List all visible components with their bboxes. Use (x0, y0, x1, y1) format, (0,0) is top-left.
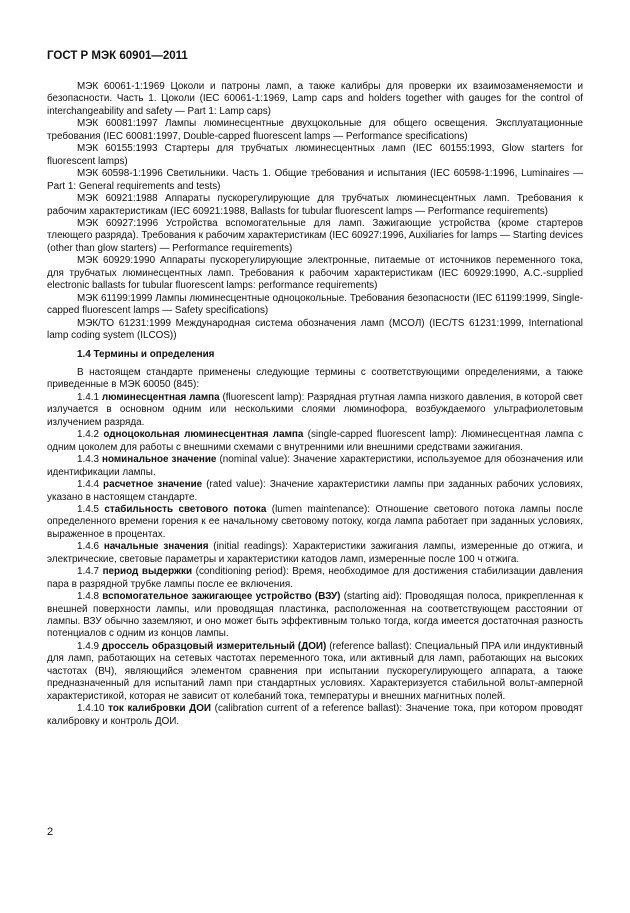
standard-ref: МЭК 60081:1997 Лампы люминесцентные двухцокольные для общего освещения. Эксплуатационные требования (IEC 60081:1997, Double-capped fluorescent lamps — Performance specifications) (47, 118, 583, 142)
standard-ref: МЭК 60061-1:1969 Цоколи и патроны ламп, а также калибры для проверки их взаимозаменяемости и безопасности. Часть 1. Цоколи (IEC 60061-1:1969, Lamp caps and holders together with gauges for the control of interchangeability and safety — Part 1: Lamp caps) (47, 81, 583, 117)
standard-ref: МЭК/ТО 61231:1999 Международная система обозначения ламп (МСОЛ) (IEC/TS 61231:1999, International lamp coding system (ILCOS)) (47, 317, 583, 342)
term-text: (initial readings): Характеристики зажигания лампы, измеренные до отжига, и электрические, световые параметры и характеристики катодов ламп, измеренные после 100 ч отжига. (47, 541, 583, 565)
section-heading: 1.4 Термины и определения (77, 348, 215, 360)
term-name: ток калибровки ДОИ (108, 703, 211, 715)
standard-ref: МЭК 60929:1990 Аппараты пускорегулирующие электронные, питаемые от источников переменного тока, для трубчатых люминесцентных ламп. Требования к рабочим характеристикам (IEC 60929:1990, A.C.-supplied electronic ballasts for tubular fluorescent lamps: performance requirements) (47, 255, 583, 292)
term-definition (47, 566, 583, 591)
standard-ref: МЭК 60927:1996 Устройства вспомогательные для ламп. Зажигающие устройства (кроме стартеров тлеющего разряда). Требования к рабочим характеристикам (IEC 60927:1996, Auxiliaries for lamps — Starting devices (other than glow starters) — Performance requirements) (47, 217, 583, 254)
term-definition (47, 703, 583, 728)
term-text: (starting aid): Проводящая полоса, прикрепленная к внешней поверхности лампы, или проводящая пластинка, расположенная на соответствующем расстоянии от лампы. ВЗУ обычно заземляют, и оно может быть эффективным только тогда, когда имеется достаточная разность потенциалов с одним из концов лампы. (47, 591, 583, 640)
term-text: (nominal value): Значение характеристики, используемое для обозначения или идентификации лампы. (47, 454, 583, 478)
standard-ref: МЭК 61199:1999 Лампы люминесцентные одноцокольные. Требования безопасности (IEC 61199:1999, Single-capped fluorescent lamps — Safety specifications) (47, 292, 583, 317)
term-name: начальные значения (103, 541, 209, 553)
term-name: дроссель образцовый измерительный (ДОИ) (101, 640, 327, 652)
term-definition (47, 504, 583, 541)
term-number: 1.4.3 (77, 454, 99, 466)
term-text: (rated value): Значение характеристики лампы при заданных рабочих условиях, указано в настоящем стандарте. (47, 479, 583, 503)
term-name: расчетное значение (103, 479, 203, 491)
page-number: 2 (47, 826, 54, 838)
term-number: 1.4.10 (77, 703, 105, 715)
term-number: 1.4.7 (77, 566, 99, 578)
term-number: 1.4.5 (77, 503, 99, 515)
term-name: период выдержки (102, 566, 193, 578)
standard-ref: МЭК 60155:1993 Стартеры для трубчатых люминесцентных ламп (IEC 60155:1993, Glow starters for fluorescent lamps) (47, 143, 583, 167)
term-definition (47, 641, 583, 703)
term-name: люминесцентная лампа (101, 391, 220, 403)
term-text: (single-capped fluorescent lamp): Люминесцентная лампа с одним цоколем для работы с внешними схемами с внутренними или внешними средствами зажигания. (47, 429, 583, 453)
term-name: вспомогательное зажигающее устройство (ВЗУ) (102, 591, 341, 603)
term-number: 1.4.2 (77, 429, 99, 441)
standard-ref: МЭК 60598-1:1996 Светильники. Часть 1. Общие требования и испытания (IEC 60598-1:1996, Luminaires — Part 1: General requirements and tests) (47, 168, 583, 192)
term-text: (fluorescent lamp): Разрядная ртутная лампа низкого давления, в которой свет излучается в основном одним или несколькими слоями люминофора, возбуждаемого ультрафиолетовым излучением разряда. (47, 391, 583, 428)
term-definition (47, 591, 583, 641)
term-text: (conditioning period): Время, необходимое для достижения стабилизации давления пара в разрядной трубке лампы после ее включения. (47, 566, 583, 590)
term-name: номинальное значение (102, 454, 217, 466)
section-intro: В настоящем стандарте применены следующие термины с соответствующими определениями, а также приведенные в МЭК 60050 (845): (47, 366, 583, 391)
term-definition (47, 454, 583, 479)
term-number: 1.4.4 (77, 479, 99, 491)
term-number: 1.4.9 (77, 640, 99, 652)
term-definition (47, 541, 583, 566)
term-definition (47, 479, 583, 504)
standard-ref: МЭК 60921:1988 Аппараты пускорегулирующие для трубчатых люминесцентных ламп. Требования к рабочим характеристикам (IEC 60921:1988, Ballasts for tubular fluorescent lamps — Performance requirements) (47, 193, 583, 217)
term-name: стабильность светового потока (104, 503, 267, 515)
term-name: одноцокольная люминесцентная лампа (103, 429, 304, 441)
term-text: (reference ballast): Специальный ПРА или индуктивный для ламп, работающих на сетевых частотах переменного тока, или активный для ламп, работающих на высоких частотах (ВЧ), являющийся элементом сравнения при испытании пускорегулирующего аппарата, а также предназначенный для испытаний ламп при стандартных условиях. Характеризуется стабильной вольт-амперной характеристикой, которая не зависит от колебаний тока, температуры и внешних магнитных полей. (47, 640, 583, 702)
document-header: ГОСТ Р МЭК 60901—2011 (47, 50, 188, 62)
term-definition (47, 392, 583, 429)
document-body (47, 81, 583, 728)
term-text: (calibration current of a reference ballast): Значение тока, при котором проводят калибровку и контроль ДОИ. (47, 703, 583, 727)
term-definition (47, 429, 583, 454)
term-number: 1.4.1 (77, 391, 99, 403)
term-number: 1.4.8 (77, 591, 99, 603)
term-number: 1.4.6 (77, 541, 99, 553)
term-text: (lumen maintenance): Отношение светового потока лампы после определенного времени горения к ее начальному световому потоку, когда лампа работает при заданных условиях, выраженное в процентах. (47, 503, 583, 540)
